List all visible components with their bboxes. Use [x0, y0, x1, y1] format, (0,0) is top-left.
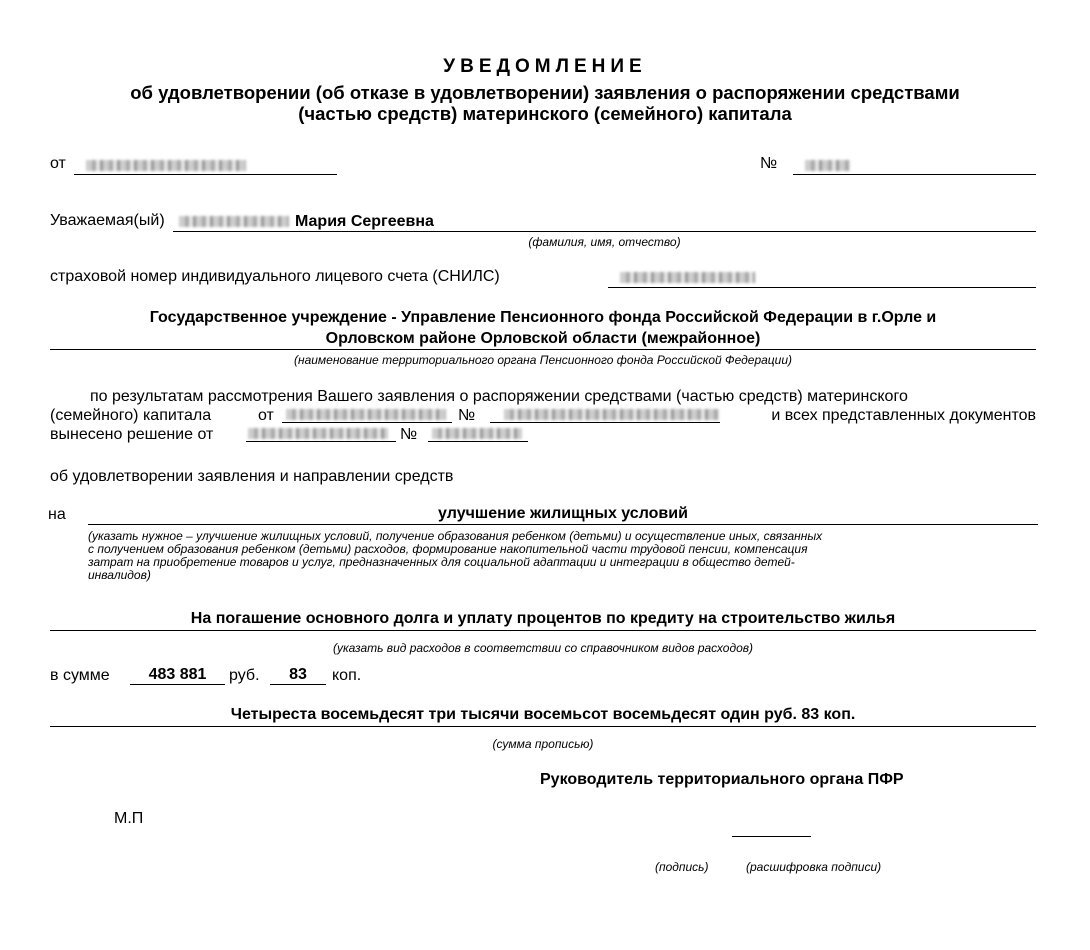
addressee-field — [173, 213, 1036, 232]
decision-line-2-start: (семейного) капитала — [50, 407, 212, 424]
direction-note-line-3: затрат на приобретение товаров и услуг, предназначенных для социальной адаптации и интеграции в общество детей- — [88, 555, 795, 569]
decision-number-field — [428, 427, 528, 442]
document-title: УВЕДОМЛЕНИЕ — [443, 56, 647, 77]
head-title: Руководитель территориального органа ПФР — [540, 771, 904, 788]
organization-line-2: Орловском районе Орловской области (межрайонное) — [325, 330, 761, 347]
direction-note-line-1: (указать нужное – улучшение жилищных условий, получение образования ребенком (детьми) и осуществление иных, связанных — [88, 529, 823, 543]
expense-caption: (указать вид расходов в соответствии со справочником видов расходов) — [332, 641, 754, 655]
decision-line-1: по результатам рассмотрения Вашего заявления о распоряжении средствами (частью средств) материнского — [90, 388, 908, 405]
decision-line-2 — [50, 406, 1036, 425]
redacted-application-number — [504, 409, 719, 420]
organization-line-1: Государственное учреждение - Управление Пенсионного фонда Российской Федерации в г.Орле и — [149, 309, 937, 326]
addressee-label: Уважаемая(ый) — [50, 212, 165, 229]
document-subtitle — [40, 82, 1050, 124]
decision-line-3 — [50, 425, 1036, 444]
number-field — [793, 158, 1036, 175]
direction-note — [88, 530, 1038, 582]
organization-caption: (наименование территориального органа Пенсионного фонда Российской Федерации) — [293, 353, 792, 367]
subtitle-line-1: об удовлетворении (об отказе в удовлетворении) заявления о распоряжении средствами — [130, 82, 960, 103]
date-from-label: от — [50, 155, 66, 172]
subtitle-line-2: (частью средств) материнского (семейного) капитала — [298, 103, 792, 124]
direction-prefix: на — [48, 506, 66, 523]
amount-rubles: 483 881 — [130, 666, 225, 685]
amount-label: в сумме — [50, 667, 110, 684]
amount-kop-label: коп. — [332, 667, 362, 684]
number-label: № — [760, 155, 778, 172]
decision-date-field — [246, 427, 396, 442]
amount-in-words: Четыреста восемьдесят три тысячи восемьсот восемьдесят один руб. 83 коп. — [50, 706, 1036, 727]
redacted-application-date — [286, 409, 446, 420]
application-date-field — [282, 408, 452, 423]
application-number-field — [490, 408, 720, 423]
expense-value: На погашение основного долга и уплату процентов по кредиту на строительство жилья — [50, 610, 1036, 631]
amount-kopecks: 83 — [270, 666, 326, 685]
application-from-word: от — [258, 407, 274, 424]
amount-rub-label: руб. — [229, 667, 260, 684]
date-field — [74, 158, 337, 175]
redacted-number — [805, 160, 850, 171]
redacted-decision-number — [432, 428, 522, 439]
direction-note-line-2: с получением образования ребенком (детьми) расходов, формирование накопительной части трудовой пенсии, компенсация — [88, 542, 808, 556]
direction-note-line-4: инвалидов) — [88, 568, 151, 582]
signature-caption: (подпись) — [655, 860, 709, 874]
addressee-name: Мария Сергеевна — [295, 213, 434, 230]
decision-line-3-start: вынесено решение от — [50, 426, 214, 443]
redacted-decision-date — [248, 428, 388, 439]
redacted-surname — [179, 216, 289, 227]
redacted-date — [86, 160, 246, 171]
redacted-snils — [620, 272, 755, 283]
amount-row — [50, 667, 110, 687]
decision-number-sign: № — [400, 426, 418, 443]
organization-name — [50, 307, 1036, 350]
snils-field — [608, 269, 1036, 288]
application-number-sign: № — [458, 407, 476, 424]
stamp-label: М.П — [114, 810, 144, 827]
snils-label: страховой номер индивидуального лицевого счета (СНИЛС) — [50, 268, 500, 285]
satisfaction-text: об удовлетворении заявления и направлении средств — [50, 468, 454, 485]
decision-line-2-end: и всех представленных документов — [771, 407, 1036, 424]
amount-words-caption: (сумма прописью) — [492, 737, 594, 751]
decision-paragraph — [50, 387, 1036, 444]
addressee-caption: (фамилия, имя, отчество) — [528, 235, 681, 249]
signature-line — [732, 836, 811, 837]
signature-decode-caption: (расшифровка подписи) — [746, 860, 882, 874]
direction-value: улучшение жилищных условий — [88, 505, 1038, 525]
